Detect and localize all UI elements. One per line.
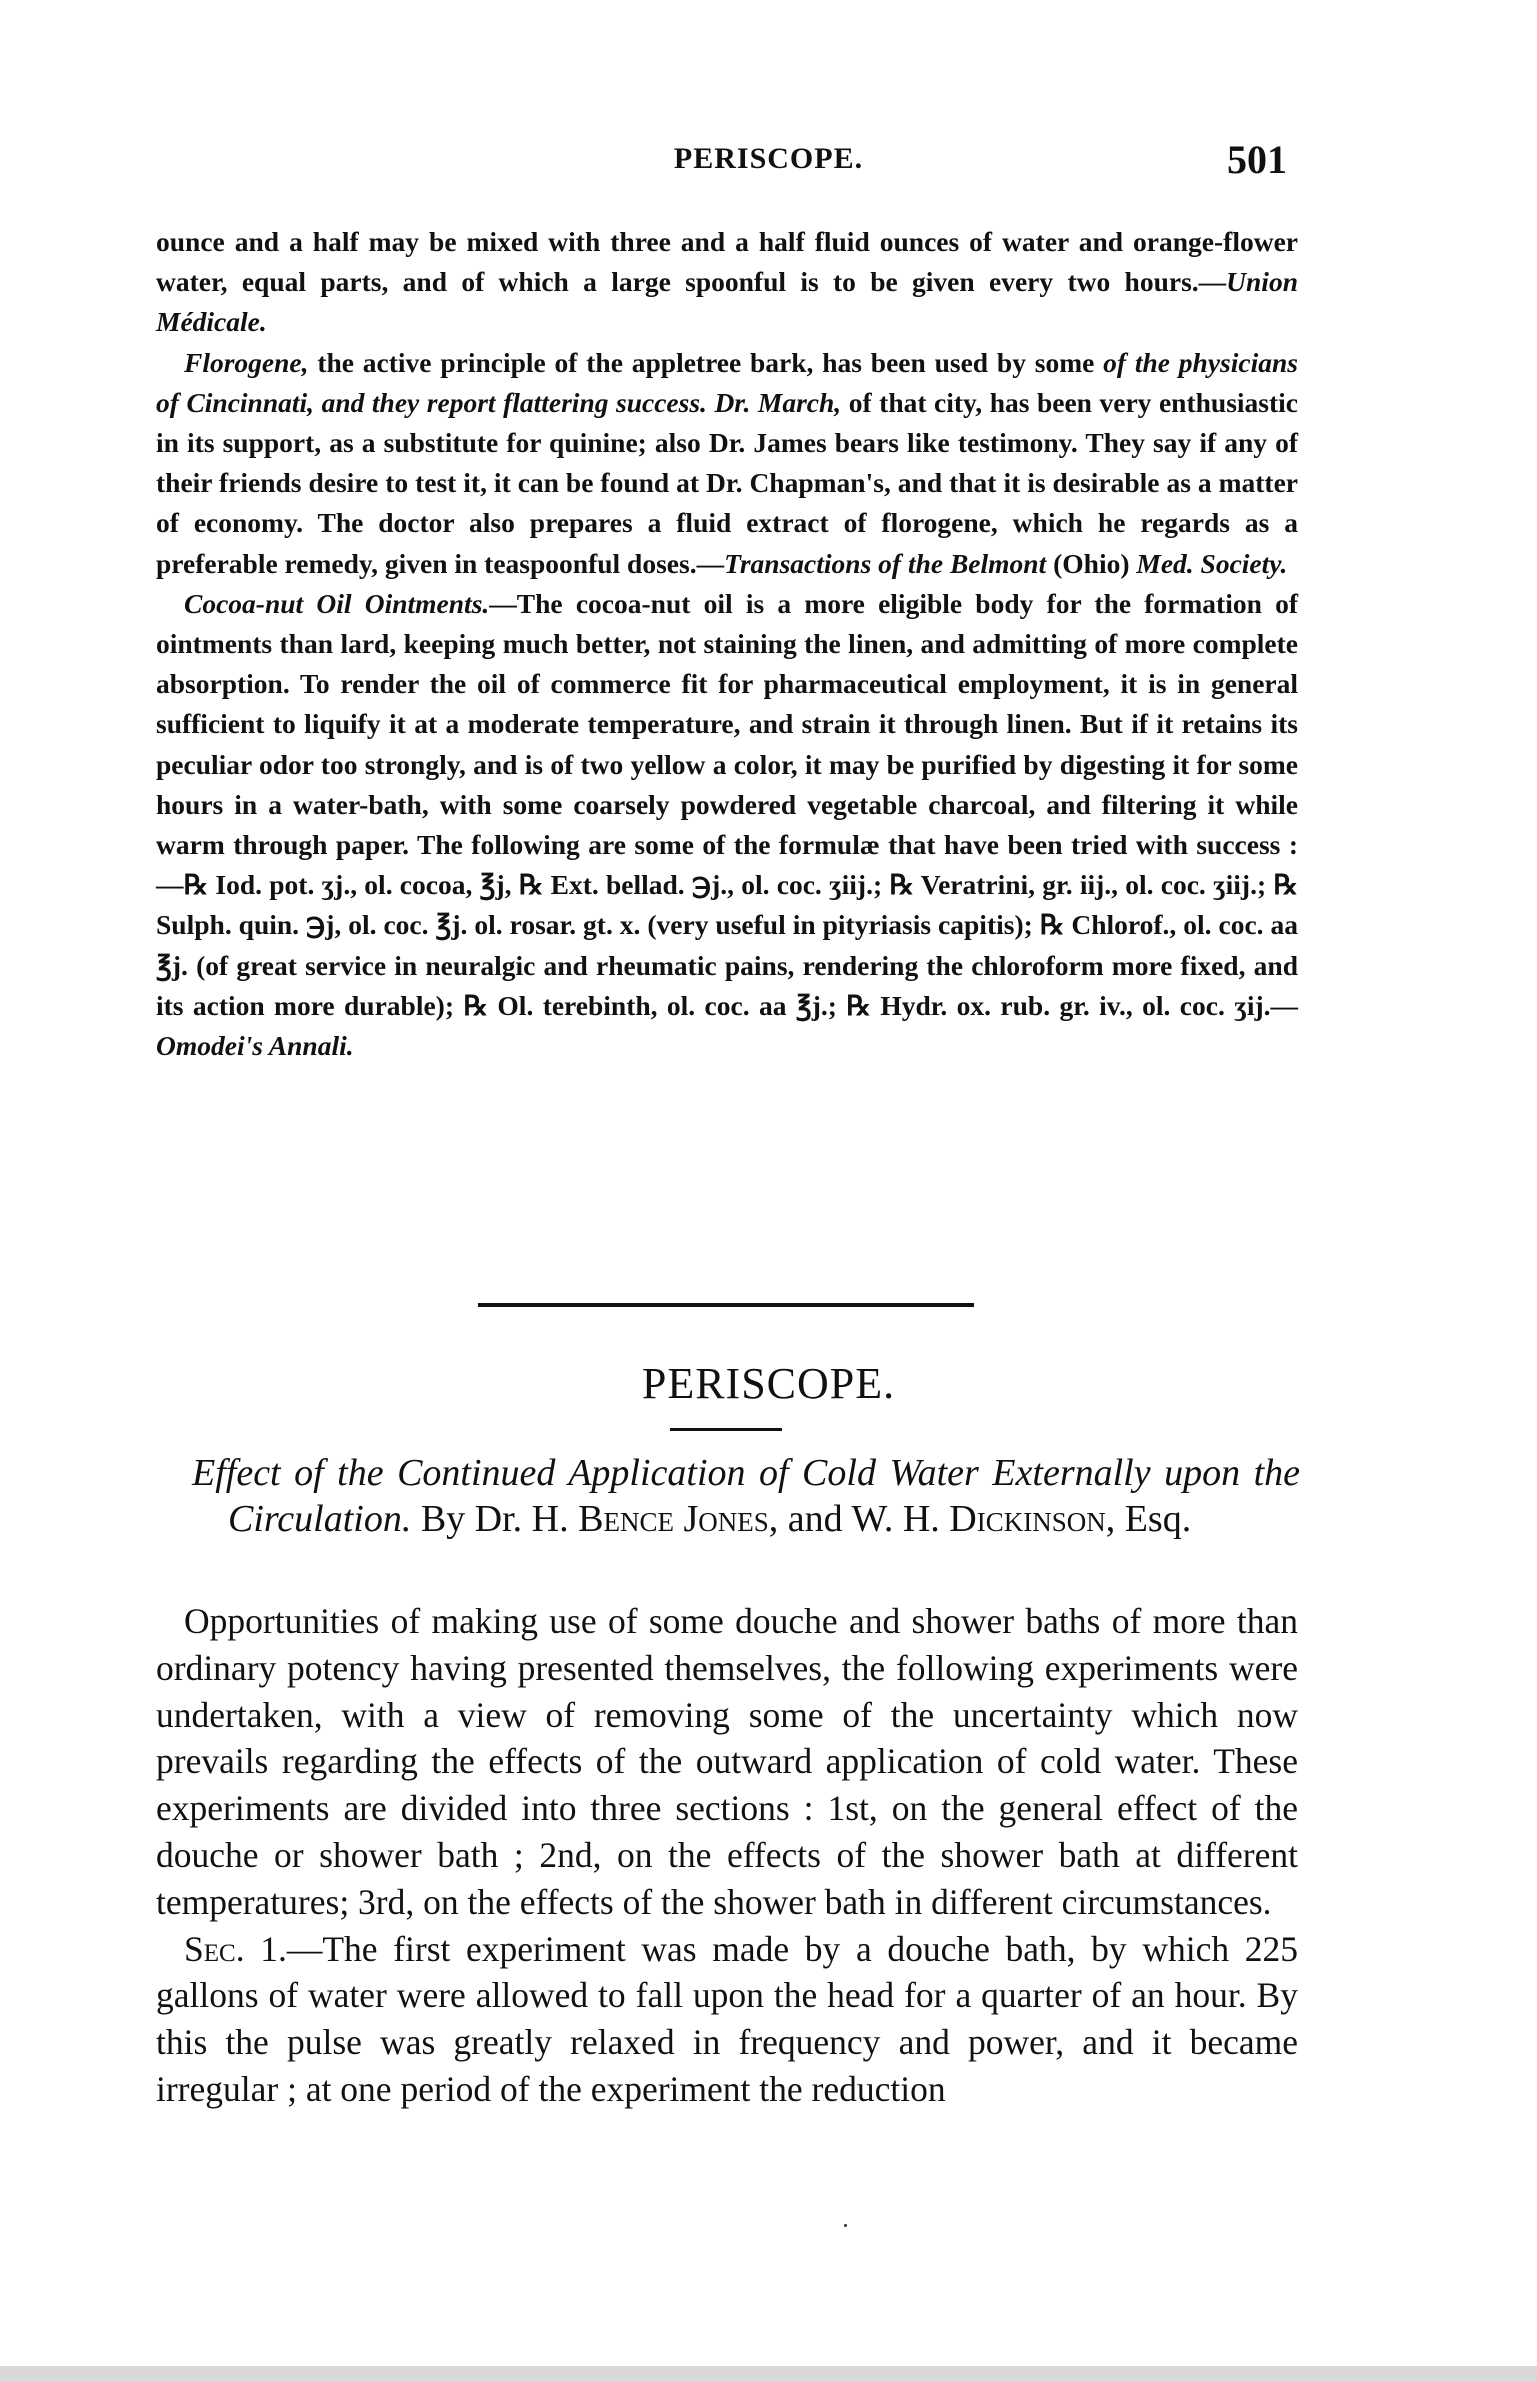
running-head <box>0 136 1537 186</box>
section-title-underline <box>670 1428 782 1431</box>
page-number: 501 <box>1227 137 1287 182</box>
author-name: Dickinson <box>949 1498 1106 1540</box>
body-paragraph: Opportunities of making use of some douche and shower baths of more than ordinary potency having presented themselves, the following experiments were undertaken, with a view of removing some of the uncertainty which now prevails regarding the effects of the outward application of cold water. These experiments are divided into three sections : 1st, on the general effect of the douche or shower bath ; 2nd, on the effects of the shower bath at different temperatures; 3rd, on the effects of the shower bath in different circumstances. <box>156 1601 1298 1922</box>
cocoanut-paragraph: Cocoa-nut Oil Ointments.—The cocoa-nut oil is a more eligible body for the formation of ointments than lard, keeping much better, not staining the linen, and admitting of more complete absorption. To render the oil of commerce fit for pharmaceutical employment, it is in general sufficient to liquify it at a moderate temperature, and strain it through linen. But if it retains its peculiar odor too strongly, and is of two yellow a color, it may be purified by digesting it for some hours in a water-bath, with some coarsely powdered vegetable charcoal, and filtering it while warm through paper. The following are some of the formulæ that have been tried with success :—℞ Iod. pot. ʒj., ol. cocoa, ℥j, ℞ Ext. bellad. ℈j., ol. coc. ʒiij.; ℞ Veratrini, gr. iij., ol. coc. ʒiij.; ℞ Sulph. quin. ℈j, ol. coc. ℥j. ol. rosar. gt. x. (very useful in pityriasis capitis); ℞ Chlorof., ol. coc. aa ℥j. (of great service in neuralgic and rheumatic pains, rendering the chloroform more fixed, and its action more durable); ℞ Ol. terebinth, ol. coc. aa ℥j.; ℞ Hydr. ox. rub. gr. iv., ol. coc. ʒij.—Omodei's Annali. <box>156 587 1298 1062</box>
running-title: PERISCOPE. <box>673 142 864 175</box>
florogene-source: Transactions of the Belmont <box>724 547 1047 579</box>
florogene-title: Florogene, <box>184 346 309 378</box>
section-title: PERISCOPE. <box>641 1359 896 1408</box>
author-name: Bence Jones <box>578 1498 769 1540</box>
cocoanut-source: Omodei's Annali. <box>156 1030 354 1062</box>
florogene-paragraph: Florogene, the active principle of the appletree bark, has been used by some of the physicians of Cincinnati, and they report flattering success. Dr. March, of that city, has been very enthusiastic in its support, as a substitute for quinine; also Dr. James bears like testimony. They say if any of their friends desire to test it, it can be found at Dr. Chapman's, and that it is desirable as a matter of economy. The doctor also prepares a fluid extract of florogene, which he regards as a preferable remedy, given in teaspoonful doses.—Transactions of the Belmont (Ohio) Med. Society. <box>156 346 1298 579</box>
body-paragraph: Sec. 1.—The first experiment was made by a douche bath, by which 225 gallons of water were allowed to fall upon the head for a quarter of an hour. By this the pulse was greatly relaxed in frequency and power, and it became irregular ; at one period of the experiment the reduction <box>156 1928 1298 2109</box>
article-heading: Effect of the Continued Application of Cold Water Externally upon the Circulation. By Dr. H. Bence Jones, and W. H. Dickinson, Esq. <box>192 1452 1300 1540</box>
scan-edge <box>0 2366 1537 2382</box>
continuation-paragraph: ounce and a half may be mixed with three and a half fluid ounces of water and orange-flower water, equal parts, and of which a large spoonful is to be given every two hours.—Union Médicale. <box>156 226 1298 338</box>
continuation-source: Union Médicale. <box>156 266 1298 338</box>
cocoanut-title: Cocoa-nut Oil Ointments. <box>184 587 490 619</box>
print-speck <box>844 2224 847 2227</box>
article-title: Effect of the Continued Application of Cold Water Externally upon the Circulation. <box>192 1452 1300 1540</box>
section-label: Sec. 1. <box>184 1928 287 1969</box>
article-body <box>156 1598 1298 2113</box>
section-divider-rule <box>478 1303 974 1307</box>
periscope-notes <box>156 222 1298 1066</box>
